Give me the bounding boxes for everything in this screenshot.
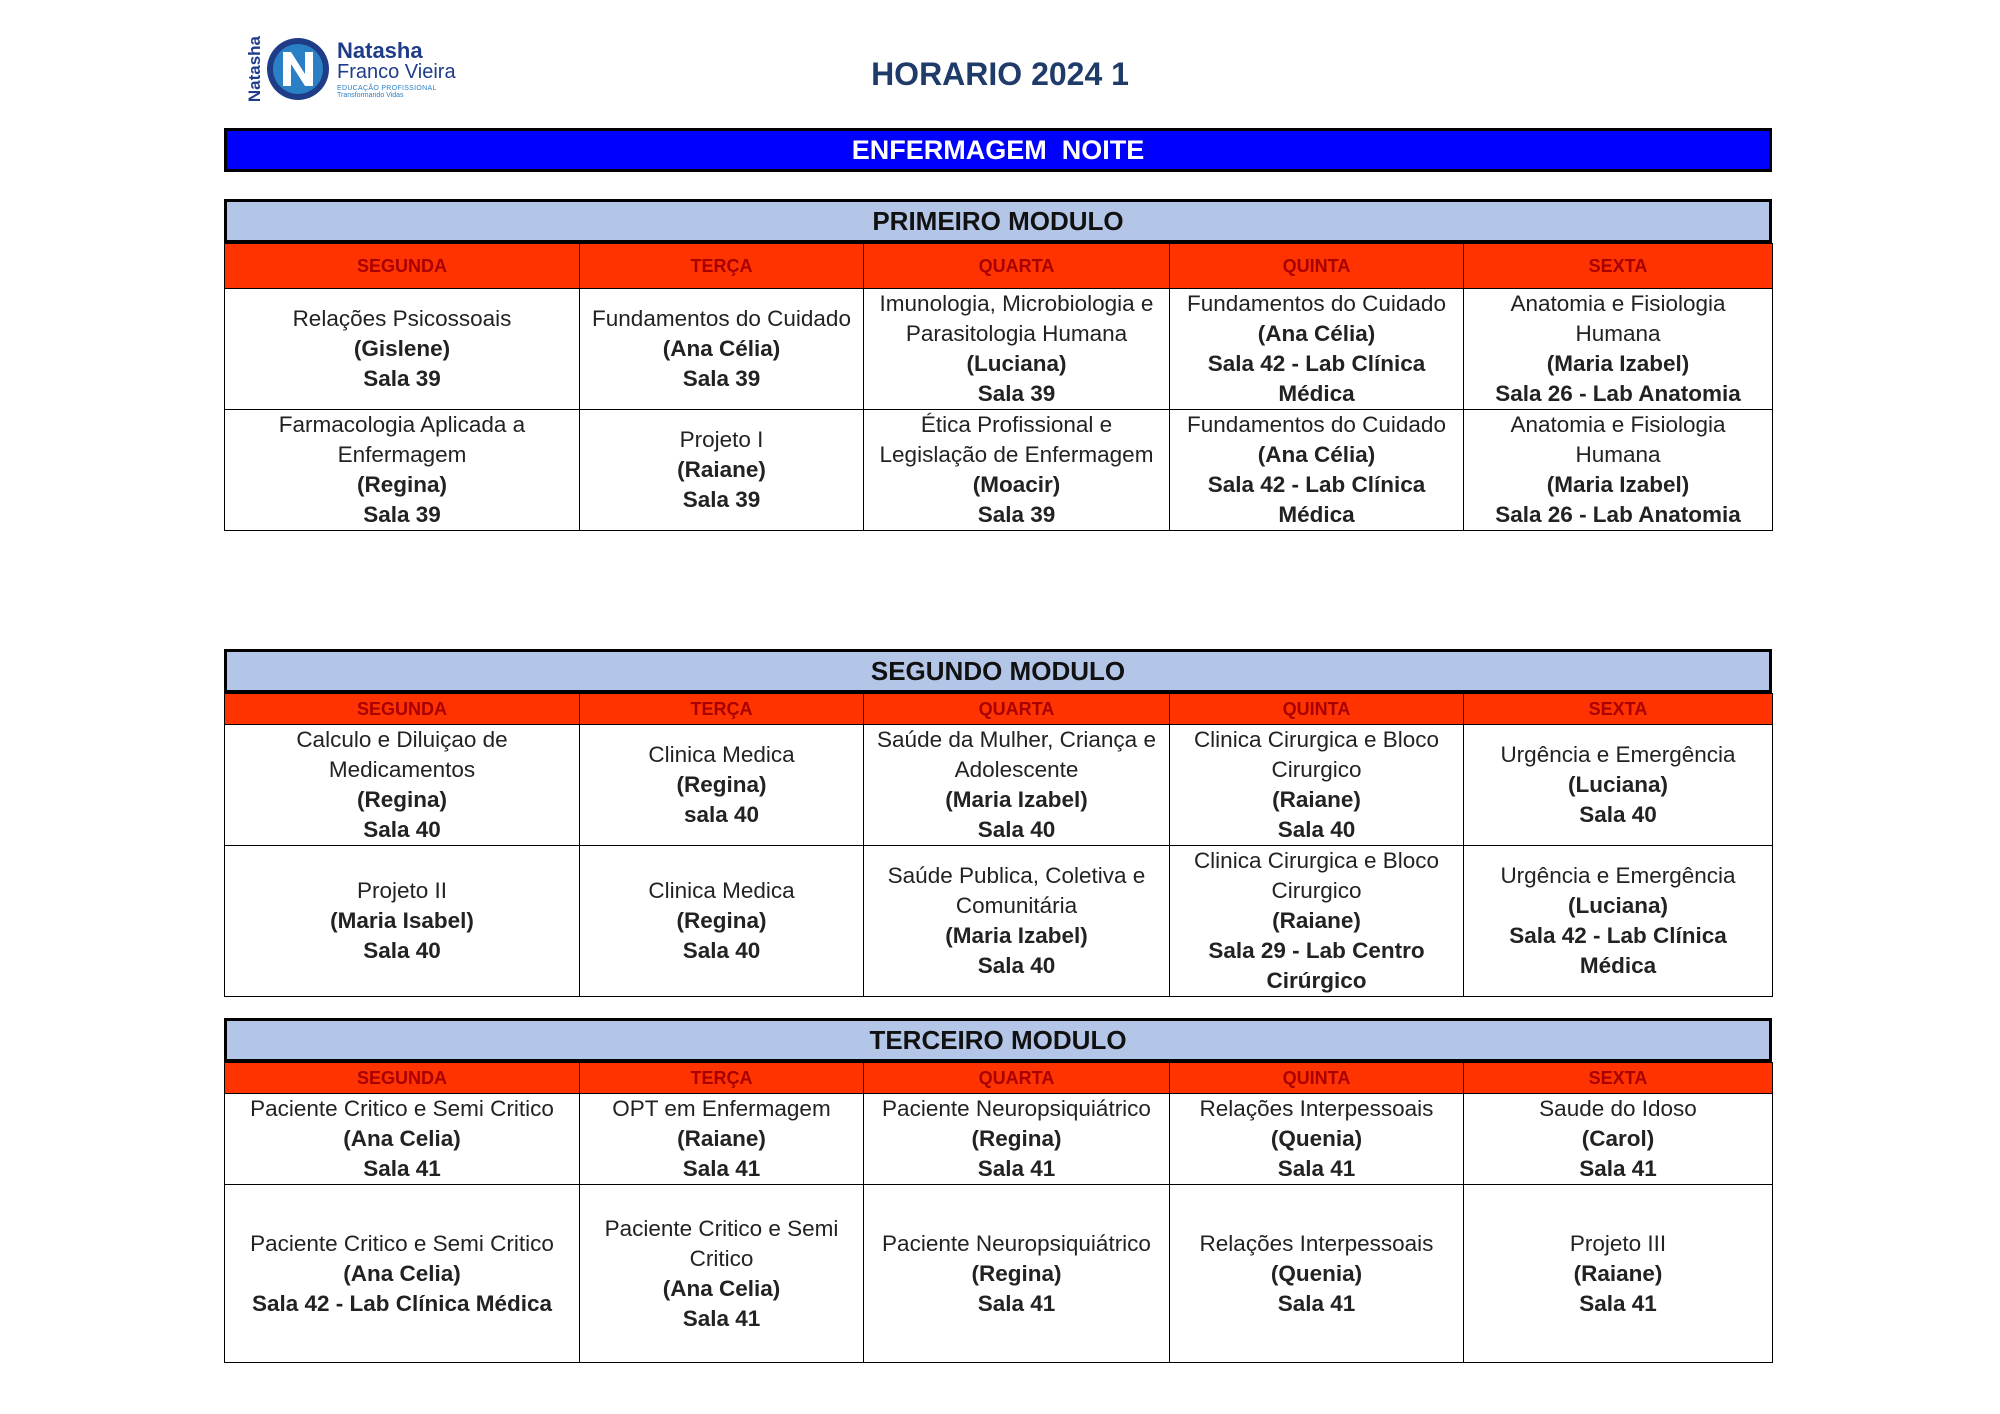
module-2 (224, 649, 1772, 997)
room: sala 40 (683, 802, 760, 827)
class-cell (864, 725, 1170, 846)
teacher: (Regina) (676, 772, 767, 797)
teacher: (Regina) (357, 787, 447, 812)
subject: Paciente Critico e Semi Critico (250, 1230, 554, 1256)
class-cell (864, 410, 1170, 531)
day-header: SEXTA (1464, 244, 1773, 289)
subject: Paciente Neuropsiquiátrico (882, 1230, 1151, 1256)
room: Sala 41 (1579, 1156, 1657, 1181)
room: Sala 39 (977, 381, 1056, 406)
subject: Relações Interpessoais (1199, 1230, 1434, 1256)
teacher: (Regina) (971, 1260, 1062, 1286)
module-title: TERCEIRO MODULO (224, 1018, 1772, 1062)
room: Sala 40 (363, 938, 441, 963)
room: Sala 40 (1579, 802, 1657, 827)
subject: OPT em Enfermagem (612, 1096, 831, 1121)
teacher: (Raiane) (1573, 1260, 1663, 1286)
teacher: (Regina) (971, 1126, 1062, 1151)
class-cell (1464, 289, 1773, 410)
teacher: (Regina) (357, 472, 447, 497)
teacher: (Quenia) (1270, 1126, 1363, 1151)
teacher: (Ana Célia) (1257, 442, 1376, 467)
subject: Relações Psicossoais (292, 306, 512, 331)
room: Sala 42 - Lab Clínica Médica (1207, 351, 1426, 406)
subject: Farmacologia Aplicada a Enfermagem (278, 412, 526, 467)
room: Sala 42 - Lab Clínica Médica (1207, 472, 1426, 527)
day-header: SEGUNDA (225, 244, 580, 289)
room: Sala 29 - Lab Centro Cirúrgico (1208, 938, 1425, 993)
class-cell (864, 1185, 1170, 1363)
day-header: QUARTA (864, 244, 1170, 289)
class-cell (1170, 1185, 1464, 1363)
subject: Urgência e Emergência (1500, 863, 1736, 888)
day-header: QUARTA (864, 694, 1170, 725)
teacher: (Raiane) (677, 1126, 766, 1151)
course-banner: ENFERMAGEM NOITE (224, 128, 1772, 172)
class-cell (225, 289, 580, 410)
day-header: TERÇA (580, 1063, 864, 1094)
teacher: (Luciana) (1567, 893, 1668, 918)
teacher: (Gislene) (353, 336, 451, 361)
teacher: (Ana Celia) (662, 1275, 781, 1301)
table-row (225, 846, 1773, 997)
logo-line-2: Franco Vieira (337, 60, 456, 83)
table-row (225, 1185, 1773, 1363)
teacher: (Maria Isabel) (330, 908, 474, 933)
logo-vertical-text: Natasha (245, 35, 264, 103)
schedule-table (224, 243, 1773, 531)
subject: Saude do Idoso (1539, 1096, 1697, 1121)
teacher: (Ana Celia) (343, 1260, 461, 1286)
subject: Clinica Medica (648, 878, 795, 903)
teacher: (Ana Célia) (662, 336, 781, 361)
subject: Projeto III (1569, 1230, 1667, 1256)
class-cell (580, 1185, 864, 1363)
subject: Anatomia e Fisiologia Humana (1510, 412, 1726, 467)
teacher: (Carol) (1581, 1126, 1655, 1151)
class-cell (864, 289, 1170, 410)
room: Sala 41 (363, 1156, 441, 1181)
class-cell (580, 1094, 864, 1185)
subject: Paciente Critico e Semi Critico (604, 1215, 839, 1271)
room: Sala 39 (682, 366, 761, 391)
room: Sala 40 (682, 938, 761, 963)
class-cell (225, 1094, 580, 1185)
class-cell (1464, 1185, 1773, 1363)
room: Sala 41 (1579, 1290, 1657, 1316)
room: Sala 41 (682, 1156, 761, 1181)
module-3 (224, 1018, 1772, 1363)
class-cell (580, 410, 864, 531)
teacher: (Raiane) (1272, 787, 1361, 812)
room: Sala 40 (1277, 817, 1356, 842)
class-cell (580, 289, 864, 410)
day-header: SEXTA (1464, 694, 1773, 725)
room: Sala 41 (1277, 1156, 1356, 1181)
subject: Urgência e Emergência (1500, 742, 1736, 767)
subject: Clinica Cirurgica e Bloco Cirurgico (1193, 848, 1440, 903)
day-header: TERÇA (580, 694, 864, 725)
subject: Relações Interpessoais (1199, 1096, 1434, 1121)
table-row (225, 289, 1773, 410)
class-cell (580, 725, 864, 846)
table-row (225, 410, 1773, 531)
class-cell (1170, 846, 1464, 997)
room: Sala 26 - Lab Anatomia (1495, 381, 1741, 406)
logo-line-4: Transformando Vidas (337, 91, 404, 99)
room: Sala 39 (682, 487, 761, 512)
room: Sala 26 - Lab Anatomia (1495, 502, 1741, 527)
subject: Paciente Critico e Semi Critico (250, 1096, 554, 1121)
class-cell (1170, 410, 1464, 531)
teacher: (Maria Izabel) (945, 787, 1088, 812)
class-cell (225, 410, 580, 531)
class-cell (1170, 1094, 1464, 1185)
subject: Paciente Neuropsiquiátrico (882, 1096, 1151, 1121)
day-header: QUINTA (1170, 244, 1464, 289)
class-cell (580, 846, 864, 997)
teacher: (Raiane) (1272, 908, 1361, 933)
room: Sala 40 (363, 817, 441, 842)
teacher: (Maria Izabel) (945, 923, 1088, 948)
class-cell (864, 846, 1170, 997)
room: Sala 41 (977, 1290, 1056, 1316)
teacher: (Maria Izabel) (1546, 472, 1690, 497)
subject: Fundamentos do Cuidado (1187, 291, 1446, 316)
room: Sala 40 (977, 953, 1056, 978)
room: Sala 40 (977, 817, 1056, 842)
teacher: (Luciana) (966, 351, 1067, 376)
module-1 (224, 199, 1772, 531)
table-row (225, 1094, 1773, 1185)
subject: Saúde Publica, Coletiva e Comunitária (887, 863, 1146, 918)
subject: Clinica Medica (648, 742, 795, 767)
subject: Projeto II (356, 878, 448, 903)
class-cell (1464, 725, 1773, 846)
logo-line-1: Natasha (337, 37, 423, 63)
class-cell (225, 846, 580, 997)
day-header: QUINTA (1170, 1063, 1464, 1094)
subject: Imunologia, Microbiologia e Parasitologia Humana (879, 291, 1154, 346)
room: Sala 39 (977, 502, 1056, 527)
day-header: TERÇA (580, 244, 864, 289)
room: Sala 42 - Lab Clínica Médica (251, 1290, 553, 1316)
teacher: (Quenia) (1270, 1260, 1363, 1286)
logo-line-3: EDUCAÇÃO PROFISSIONAL (337, 84, 437, 92)
module-title: PRIMEIRO MODULO (224, 199, 1772, 243)
room: Sala 41 (682, 1305, 761, 1331)
subject: Ética Profissional e Legislação de Enfermagem (879, 412, 1154, 467)
subject: Fundamentos do Cuidado (1187, 412, 1446, 437)
subject: Anatomia e Fisiologia Humana (1510, 291, 1726, 346)
class-cell (225, 1185, 580, 1363)
day-header: SEXTA (1464, 1063, 1773, 1094)
room: Sala 41 (977, 1156, 1056, 1181)
teacher: (Maria Izabel) (1546, 351, 1690, 376)
class-cell (225, 725, 580, 846)
class-cell (1464, 846, 1773, 997)
subject: Clinica Cirurgica e Bloco Cirurgico (1193, 727, 1440, 782)
subject: Projeto I (679, 427, 764, 452)
teacher: (Ana Célia) (1257, 321, 1376, 346)
teacher: (Regina) (676, 908, 767, 933)
class-cell (1170, 289, 1464, 410)
day-header: SEGUNDA (225, 694, 580, 725)
class-cell (1464, 410, 1773, 531)
room: Sala 39 (363, 502, 441, 527)
class-cell (1170, 725, 1464, 846)
teacher: (Ana Celia) (343, 1126, 461, 1151)
subject: Saúde da Mulher, Criança e Adolescente (877, 727, 1156, 782)
teacher: (Moacir) (972, 472, 1061, 497)
room: Sala 41 (1277, 1290, 1356, 1316)
teacher: (Raiane) (677, 457, 766, 482)
schedule-table (224, 1062, 1773, 1363)
teacher: (Luciana) (1567, 772, 1668, 797)
day-header: SEGUNDA (225, 1063, 580, 1094)
day-header: QUINTA (1170, 694, 1464, 725)
room: Sala 39 (363, 366, 441, 391)
module-title: SEGUNDO MODULO (224, 649, 1772, 693)
class-cell (864, 1094, 1170, 1185)
day-header: QUARTA (864, 1063, 1170, 1094)
class-cell (1464, 1094, 1773, 1185)
table-row (225, 725, 1773, 846)
room: Sala 42 - Lab Clínica Médica (1509, 923, 1727, 978)
subject: Fundamentos do Cuidado (592, 306, 851, 331)
page-title: HORARIO 2024 1 (871, 56, 1129, 92)
schedule-table (224, 693, 1773, 997)
subject: Calculo e Diluiçao de Medicamentos (296, 727, 508, 782)
